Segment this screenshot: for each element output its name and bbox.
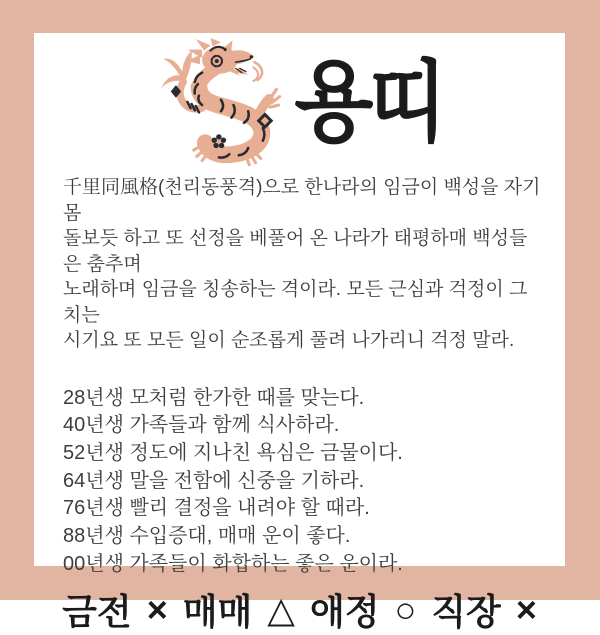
fortune-line (63, 440, 545, 468)
fortune-line (63, 495, 545, 523)
fortune-year: 00년생 (63, 552, 124, 575)
category-summary (34, 584, 565, 635)
fortune-line (63, 385, 545, 413)
zodiac-title: 용띠 (294, 54, 443, 153)
fortune-card (34, 33, 565, 633)
fortune-line (63, 523, 545, 551)
fortune-year: 76년생 (63, 497, 124, 520)
summary-mark: × (146, 588, 168, 630)
description-line: 시기요 또 모든 일이 순조롭게 풀려 나가리니 걱정 말라. (63, 330, 515, 351)
description-line: 노래하며 임금을 칭송하는 격이라. 모든 근심과 걱정이 그치는 (63, 279, 528, 326)
fortune-text: 빨리 결정을 내려야 할 때라. (129, 497, 370, 520)
fortune-year: 52년생 (63, 441, 124, 464)
fortune-year: 28년생 (63, 386, 124, 409)
fortune-text: 수입증대, 매매 운이 좋다. (129, 525, 351, 548)
fortune-text: 말을 전함에 신중을 기하라. (129, 469, 365, 492)
summary-mark: × (515, 588, 537, 630)
fortune-text: 모처럼 한가한 때를 맞는다. (129, 386, 365, 409)
fortune-text: 가족들과 함께 식사하라. (129, 414, 340, 437)
fortune-description (63, 175, 545, 354)
fortune-year: 88년생 (63, 525, 124, 548)
summary-category-label: 금전 (62, 591, 132, 633)
fortune-line (63, 412, 545, 440)
birth-year-fortunes (63, 385, 545, 579)
fortune-line (63, 551, 545, 579)
summary-mark: ○ (394, 588, 417, 630)
card-header (34, 33, 565, 171)
fortune-line (63, 468, 545, 496)
fortune-year: 40년생 (63, 414, 124, 437)
fortune-year: 64년생 (63, 469, 124, 492)
summary-category-label: 애정 (309, 591, 380, 633)
description-line: 千里同風格(천리동풍격)으로 한나라의 임금이 백성을 자기 몸 (63, 177, 541, 224)
summary-category-label: 직장 (431, 591, 501, 633)
dragon-icon (156, 37, 288, 171)
description-line: 돌보듯 하고 또 선정을 베풀어 온 나라가 태평하매 백성들은 춤추며 (63, 228, 528, 275)
fortune-text: 정도에 지나친 욕심은 금물이다. (129, 441, 403, 464)
fortune-text: 가족들이 화합하는 좋은 운이라. (129, 552, 403, 575)
summary-category-label: 매매 (182, 591, 253, 633)
summary-mark: △ (267, 588, 295, 630)
